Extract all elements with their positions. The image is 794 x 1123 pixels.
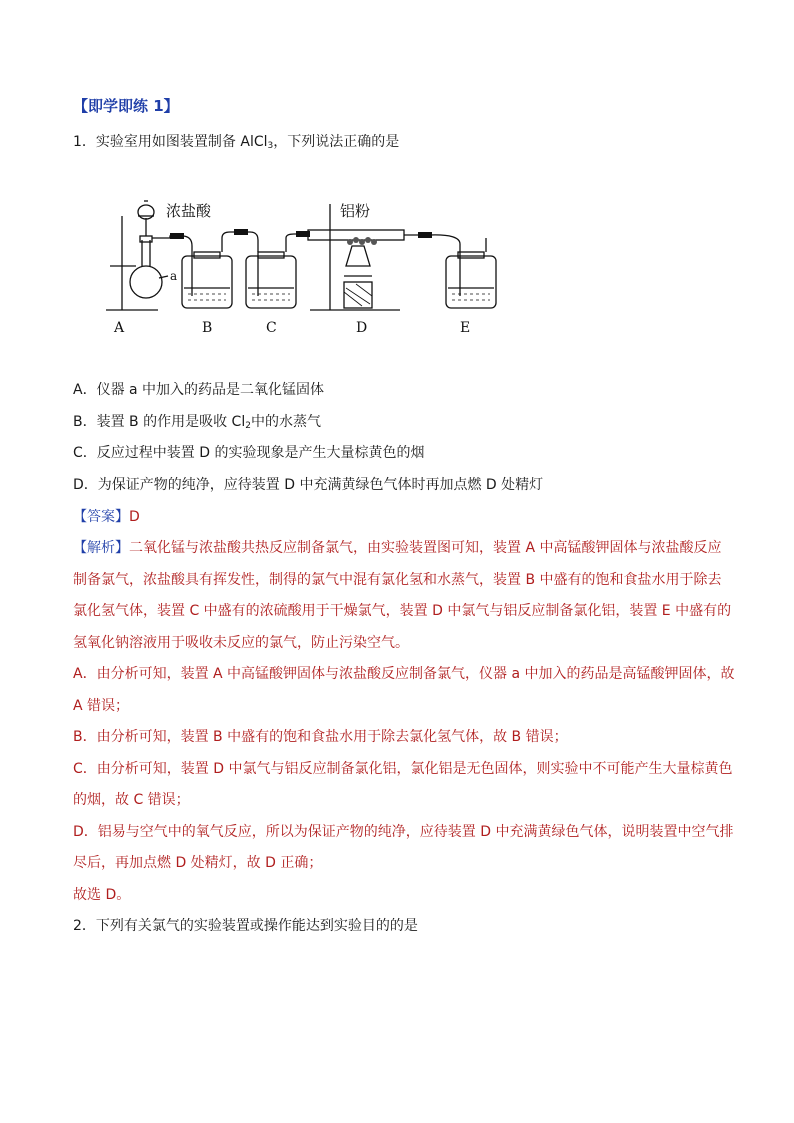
option-d: D．为保证产物的纯净，应待装置 D 中充满黄绿色气体时再加点燃 D 处精灯 (73, 477, 544, 493)
analysis-label: 【解析】 (73, 540, 129, 556)
analysis-line-4: 氢氧化钠溶液用于吸收未反应的氯气，防止污染空气。 (73, 635, 409, 651)
analysis-line-11: 尽后，再加点燃 D 处精灯，故 D 正确； (73, 855, 323, 871)
letter-d: D (356, 320, 368, 336)
analysis-line-12: 故选 D。 (73, 887, 131, 903)
label-aluminum-powder: 铝粉 (340, 202, 371, 220)
stem-prefix: 实验室用如图装置制备 AlCl (95, 134, 268, 150)
analysis-text-1: 二氧化锰与浓盐酸共热反应制备氯气，由实验装置图可知，装置 A 中高锰酸钾固体与浓盐酸反应 (129, 540, 722, 556)
question-2-stem (73, 916, 418, 936)
answer-label: 【答案】 (73, 509, 129, 525)
analysis-line-2: 制备氯气，浓盐酸具有挥发性，制得的氯气中混有氯化氢和水蒸气，装置 B 中盛有的饱和食盐水用于除去 (73, 572, 722, 588)
joint (296, 231, 310, 237)
letter-c: C (266, 320, 277, 336)
joint (418, 232, 432, 238)
option-b-suffix: 中的水蒸气 (250, 414, 321, 430)
label-a: a (170, 269, 178, 283)
flask-a (130, 266, 162, 298)
answer-value: D (129, 509, 140, 525)
section-title: 【即学即练 1】 (73, 97, 179, 115)
question-2-text: 下列有关氯气的实验装置或操作能达到实验目的的是 (95, 918, 418, 934)
analysis-line-9: 的烟，故 C 错误； (73, 792, 190, 808)
separatory-funnel (138, 205, 154, 219)
question-2-number: 2． (73, 918, 96, 934)
option-b (73, 412, 321, 432)
joint (234, 229, 248, 235)
question-1-stem (73, 132, 399, 152)
option-c: C．反应过程中装置 D 的实验现象是产生大量棕黄色的烟 (73, 445, 425, 461)
analysis-line-6: A 错误； (73, 698, 130, 714)
label-concentrated-hcl: 浓盐酸 (166, 202, 212, 220)
option-b-subscript: 2 (245, 421, 251, 431)
question-number: 1． (73, 134, 96, 150)
answer-line (73, 507, 140, 527)
analysis-line-3: 氯化氢气体，装置 C 中盛有的浓硫酸用于干燥氯气，装置 D 中氯气与铝反应制备氯化铝，装置 E 中盛有的 (73, 603, 732, 619)
letter-b: B (202, 320, 213, 336)
analysis-line-10: D．铝易与空气中的氧气反应，所以为保证产物的纯净，应待装置 D 中充满黄绿色气体，说明装置中空气排 (73, 824, 734, 840)
joint (170, 233, 184, 239)
option-a: A．仪器 a 中加入的药品是二氧化锰固体 (73, 382, 325, 398)
stem-subscript: 3 (267, 141, 274, 151)
option-b-prefix: B．装置 B 的作用是吸收 Cl (73, 414, 246, 430)
analysis-line-1 (73, 538, 721, 558)
apparatus-diagram (100, 196, 500, 342)
flame-d (346, 246, 370, 266)
letter-e: E (460, 320, 471, 336)
stem-suffix: ，下列说法正确的是 (273, 134, 400, 150)
analysis-line-7: B．由分析可知，装置 B 中盛有的饱和食盐水用于除去氯化氢气体，故 B 错误； (73, 729, 568, 745)
analysis-line-8: C．由分析可知，装置 D 中氯气与铝反应制备氯化铝，氯化铝是无色固体，则实验中不可能产生大量棕黄色 (73, 761, 733, 777)
analysis-line-5: A．由分析可知，装置 A 中高锰酸钾固体与浓盐酸反应制备氯气，仪器 a 中加入的药品是高锰酸钾固体，故 (73, 666, 735, 682)
letter-a: A (114, 320, 125, 336)
